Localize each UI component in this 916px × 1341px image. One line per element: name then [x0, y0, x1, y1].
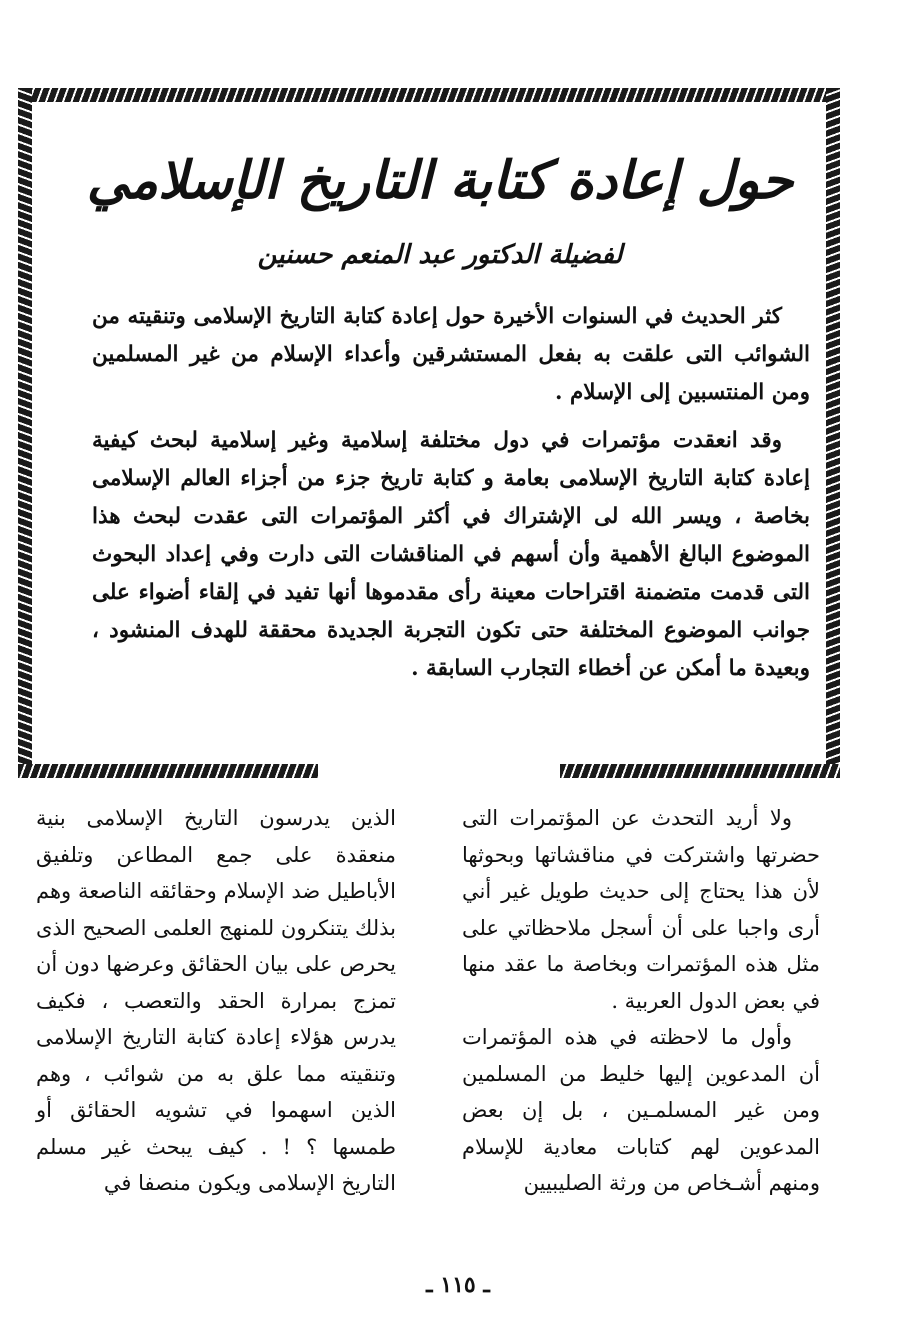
left-column: [36, 800, 396, 1202]
frame-border-bottom-left: [18, 764, 318, 778]
frame-border-right: [826, 88, 840, 778]
frame-border-bottom-right: [560, 764, 840, 778]
right-column-paragraph-1: ولا أريد التحدث عن المؤتمرات التى حضرتها واشتركت في مناقشاتها وبحوثها لأن هذا يحتاج إلى حديث طويل غير أني أرى واجبا على أن أسجل ملاحظاتي على مثل هذه المؤتمرات وبخاصة ما عقد منها في بعض الدول العربية .: [462, 806, 820, 1013]
article-title: حول إعادة كتابة التاريخ الإسلامي: [86, 150, 794, 211]
frame-border-left: [18, 88, 32, 778]
intro-paragraph-1: كثر الحديث في السنوات الأخيرة حول إعادة كتابة التاريخ الإسلامى وتنقيته من الشوائب التى علقت به بفعل المستشرقين وأعداء الإسلام من غير المسلمين ومن المنتسبين إلى الإسلام .: [92, 304, 810, 405]
right-column-paragraph-2: وأول ما لاحظته في هذه المؤتمرات أن المدعوين إليها خليط من المسلمين ومن غير المسلمـين ، بل إن بعض المدعوين لهم كتابات معادية للإسلام ومنهم أشـخاص من ورثة الصليبيين: [462, 1025, 820, 1195]
article-author: لفضيلة الدكتور عبد المنعم حسنين: [257, 240, 623, 270]
right-column: [462, 800, 820, 1202]
frame-border-top: [18, 88, 840, 102]
page-number: ـ ١١٥ ـ: [426, 1272, 490, 1298]
intro-paragraph-2: وقد انعقدت مؤتمرات في دول مختلفة إسلامية وغير إسلامية لبحث كيفية إعادة كتابة التاريخ الإسلامى بعامة و كتابة تاريخ جزء من أجزاء العالم الإسلامى بخاصة ، ويسر الله لى الإشتراك في أكثر المؤتمرات التى عقدت لبحث هذا الموضوع البالغ الأهمية وأن أسهم في المناقشات التى دارت وفي إعداد البحوث التى قدمت متضمنة اقتراحات معينة رأى مقدموها أنها تفيد في إلقاء أضواء على جوانب الموضوع المختلفة حتى تكون التجربة الجديدة محققة للهدف المنشود ، وبعيدة ما أمكن عن أخطاء التجارب السابقة .: [92, 428, 810, 681]
intro-section: [92, 298, 810, 698]
left-column-paragraph-1: الذين يدرسون التاريخ الإسلامى بنية منعقدة على جمع المطاعن وتلفيق الأباطيل ضد الإسلام وحقائقه الناصعة وهم بذلك يتنكرون للمنهج العلمى الصحيح الذى يحرص على بيان الحقائق وعرضها دون أن تمزج بمرارة الحقد والتعصب ، فكيف يدرس هؤلاء إعادة كتابة التاريخ الإسلامى وتنقيته مما علق به من شوائب ، وهم الذين اسهموا في تشويه الحقائق أو طمسها ؟ ! . كيف يبحث غير مسلم التاريخ الإسلامى ويكون منصفا في: [36, 806, 396, 1195]
